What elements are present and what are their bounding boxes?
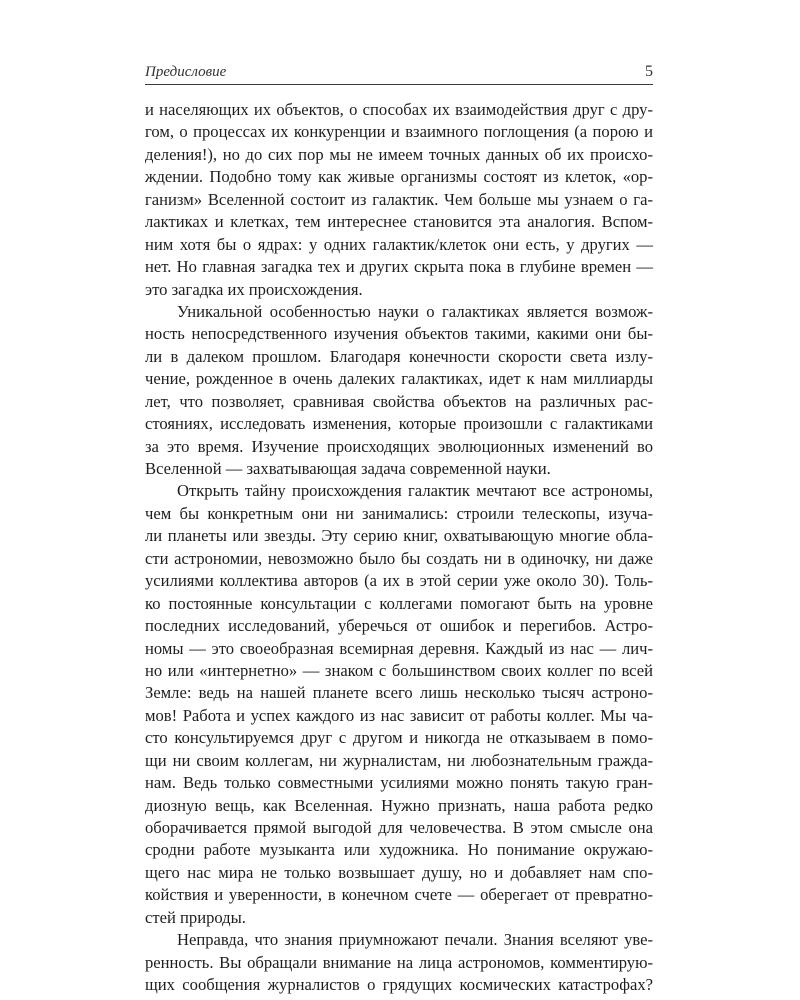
text-line: щих сообщения журналистов о грядущих космических катастрофах?: [145, 975, 653, 995]
body-text: [145, 99, 653, 997]
text-line: ганизм» Вселенной состоит из галактик. Чем больше мы узнаем о га-: [145, 189, 653, 209]
paragraph-end-line: Вселенной — захватывающая задача современной науки.: [145, 459, 551, 478]
paragraph-start-line: Открыть тайну происхождения галактик мечтают все астрономы,: [177, 481, 653, 501]
running-title: Предисловие: [145, 64, 227, 80]
text-line: ко постоянные консультации с коллегами помогают быть на уровне: [145, 593, 653, 613]
text-line: нет. Но главная загадка тех и других скрыта пока в глубине времен —: [145, 257, 653, 277]
text-line: диозную вещь, как Вселенная. Нужно признать, наша работа редко: [145, 795, 653, 815]
paragraph-start-line: Уникальной особенностью науки о галактиках является возмож-: [177, 301, 653, 321]
text-line: и населяющих их объектов, о способах их взаимодействия друг с дру-: [145, 100, 653, 119]
text-line: щего нас мира не только возвышает душу, но и добавляет нам спо-: [145, 862, 653, 882]
text-line: стояниях, исследовать изменения, которые произошли с галактиками: [145, 414, 653, 434]
text-line: ли планеты или звезды. Эту серию книг, охватывающую многие обла-: [145, 526, 653, 546]
text-line: сти астрономии, невозможно было бы создать ни в одиночку, ни даже: [145, 548, 653, 568]
text-line: оборачивается прямой выгодой для человечества. В этом смысле она: [145, 818, 653, 837]
text-line: сто консультируемся друг с другом и никогда не отказываем в помо-: [145, 728, 653, 748]
text-line: ним хотя бы о ядрах: у одних галактик/клеток они есть, у других —: [145, 234, 653, 254]
text-line: сродни работе музыканта или художника. Но понимание окружаю-: [145, 840, 653, 860]
text-line: лактиках и клетках, тем интереснее становится эта аналогия. Вспом-: [145, 212, 653, 232]
text-line: лет, что позволяет, сравнивая свойства объектов на различных рас-: [145, 391, 653, 411]
text-line: ждении. Подобно тому как живые организмы состоят из клеток, «ор-: [145, 167, 653, 187]
text-line: Земле: ведь на нашей планете всего лишь несколько тысяч астроно-: [145, 683, 653, 703]
text-line: ность непосредственного изучения объектов такими, какими они бы-: [145, 324, 653, 344]
text-line: чение, рожденное в очень далеких галактиках, идет к нам миллиарды: [145, 369, 653, 389]
text-line: щи ни своим коллегам, ни журналистам, ни любознательным гражда-: [145, 750, 653, 770]
paragraph-start-line: Неправда, что знания приумножают печали. Знания вселяют уве-: [177, 930, 653, 950]
paragraph-end-line: стей природы.: [145, 907, 246, 927]
text-line: чем бы конкретным они ни занимались: строили телескопы, изуча-: [145, 503, 653, 523]
text-line: за это время. Изучение происходящих эволюционных изменений во: [145, 436, 653, 456]
text-line: ли в далеком прошлом. Благодаря конечности скорости света излу-: [145, 346, 653, 366]
text-line: усилиями коллектива авторов (а их в этой серии уже около 30). Толь-: [145, 571, 653, 591]
paragraph-end-line: это загадка их происхождения.: [145, 279, 363, 299]
page-number: 5: [645, 63, 653, 80]
text-line: деления!), но до сих пор мы не имеем точных данных об их происхо-: [145, 144, 653, 164]
text-line: мов! Работа и успех каждого из нас зависит от работы коллег. Мы ча-: [145, 705, 653, 725]
text-line: гом, о процессах их конкуренции и взаимного поглощения (а порою и: [145, 122, 653, 142]
text-line: ренность. Вы обращали внимание на лица астрономов, комментирую-: [145, 952, 653, 972]
text-line: номы — это своеобразная всемирная деревня. Каждый из нас — лич-: [145, 638, 653, 658]
text-line: последних исследований, уберечься от ошибок и перегибов. Астро-: [145, 616, 653, 636]
running-header: [145, 64, 653, 85]
text-line: но или «интернетно» — знаком с большинством своих коллег по всей: [145, 660, 653, 680]
text-line: койствия и уверенности, в конечном счете — оберегает от превратно-: [145, 885, 653, 905]
text-line: нам. Ведь только совместными усилиями можно понять такую гран-: [145, 773, 653, 793]
